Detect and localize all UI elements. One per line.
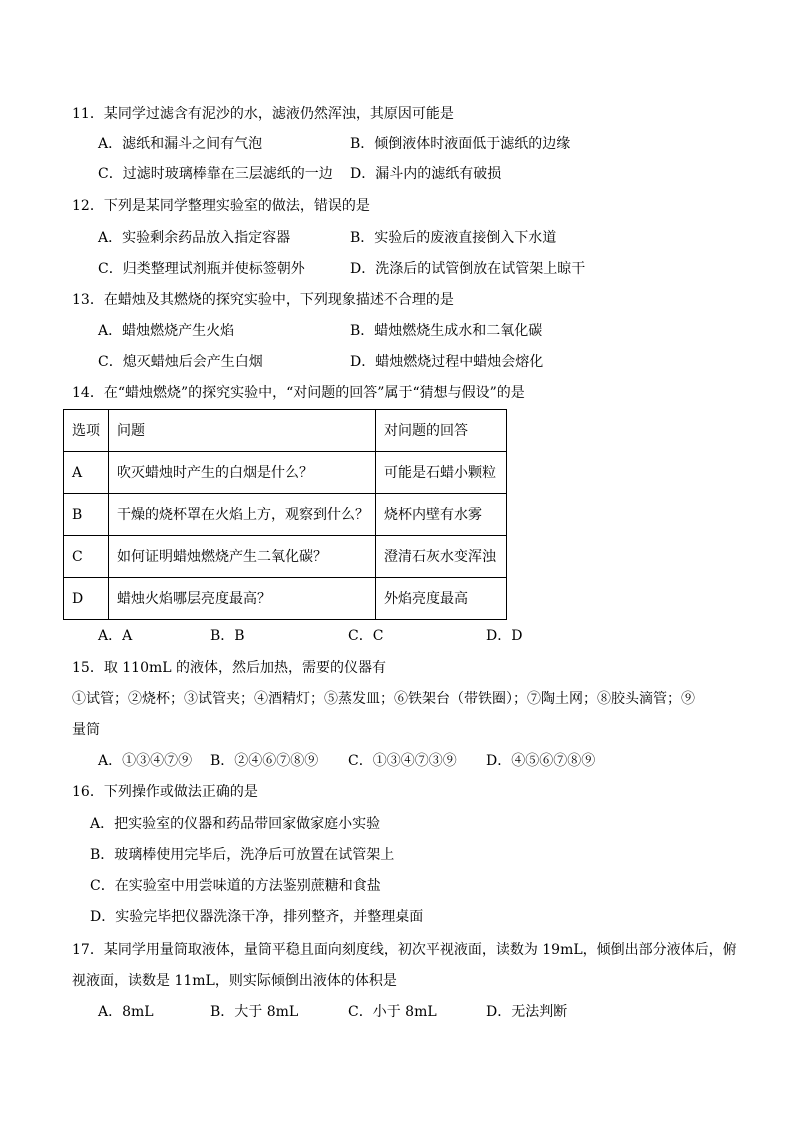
table-cell: 外焰亮度最高 <box>376 578 507 620</box>
q16-option-d: D．实验完毕把仪器洗涤干净，排列整齐，并整理桌面 <box>90 909 424 925</box>
table-cell: C <box>64 536 109 578</box>
table-cell: 烧杯内壁有水雾 <box>376 494 507 536</box>
q13-option-b: B．蜡烛燃烧生成水和二氧化碳 <box>350 323 543 339</box>
q14-stem: 14．在“蜡烛燃烧”的探究实验中，“对问题的回答”属于“猜想与假设”的是 <box>72 385 525 401</box>
q16-stem: 16．下列操作或做法正确的是 <box>72 784 258 800</box>
q15-option-b: B．②④⑥⑦⑧⑨ <box>210 753 319 769</box>
table-row <box>64 494 507 536</box>
q16-option-c: C．在实验室中用尝味道的方法鉴别蔗糖和食盐 <box>90 878 381 894</box>
q15-instrument-list-cont: 量筒 <box>72 722 100 738</box>
q15-option-a: A．①③④⑦⑨ <box>98 753 193 769</box>
q12-option-b: B．实验后的废液直接倒入下水道 <box>350 230 557 246</box>
q11-stem: 11．某同学过滤含有泥沙的水，滤液仍然浑浊，其原因可能是 <box>72 106 454 122</box>
q11-option-c: C．过滤时玻璃棒靠在三层滤纸的一边 <box>98 166 333 182</box>
q13-option-d: D．蜡烛燃烧过程中蜡烛会熔化 <box>350 354 544 370</box>
q12-option-c: C．归类整理试剂瓶并使标签朝外 <box>98 261 305 277</box>
table-header: 问题 <box>109 410 376 452</box>
table-header-row <box>64 410 507 452</box>
q11-option-b: B．倾倒液体时液面低于滤纸的边缘 <box>350 136 571 152</box>
table-cell: 吹灭蜡烛时产生的白烟是什么？ <box>109 452 376 494</box>
table-cell: A <box>64 452 109 494</box>
table-header: 对问题的回答 <box>376 410 507 452</box>
q13-option-a: A．蜡烛燃烧产生火焰 <box>98 323 235 339</box>
q11-option-a: A．滤纸和漏斗之间有气泡 <box>98 136 263 152</box>
table-cell: 如何证明蜡烛燃烧产生二氧化碳？ <box>109 536 376 578</box>
q17-option-b: B．大于 8mL <box>210 1004 299 1020</box>
q17-option-a: A．8mL <box>98 1004 154 1020</box>
q15-instrument-list: ①试管；②烧杯；③试管夹；④酒精灯；⑤蒸发皿；⑥铁架台（带铁圈）；⑦陶土网；⑧胶头滴管；⑨ <box>72 691 695 707</box>
q12-option-d: D．洗涤后的试管倒放在试管架上晾干 <box>350 261 586 277</box>
q14-option-b: B．B <box>210 628 245 644</box>
q12-option-a: A．实验剩余药品放入指定容器 <box>98 230 291 246</box>
q17-stem: 17．某同学用量筒取液体，量筒平稳且面向刻度线，初次平视液面，读数为 19mL，倾倒出部分液体后，俯 <box>72 942 737 958</box>
table-cell: 蜡烛火焰哪层亮度最高？ <box>109 578 376 620</box>
q17-option-d: D．无法判断 <box>486 1004 568 1020</box>
q14-table <box>63 409 507 620</box>
q17-stem-cont: 视液面，读数是 11mL，则实际倾倒出液体的体积是 <box>72 973 397 989</box>
table-row <box>64 452 507 494</box>
q15-option-c: C．①③④⑦③⑨ <box>348 753 457 769</box>
q11-option-d: D．漏斗内的滤纸有破损 <box>350 166 502 182</box>
q17-option-c: C．小于 8mL <box>348 1004 437 1020</box>
table-row <box>64 578 507 620</box>
table-cell: 澄清石灰水变浑浊 <box>376 536 507 578</box>
table-cell: 干燥的烧杯罩在火焰上方，观察到什么？ <box>109 494 376 536</box>
q13-stem: 13．在蜡烛及其燃烧的探究实验中，下列现象描述不合理的是 <box>72 292 454 308</box>
table-cell: B <box>64 494 109 536</box>
q14-option-c: C．C <box>348 628 384 644</box>
q14-option-d: D．D <box>486 628 523 644</box>
table-cell: 可能是石蜡小颗粒 <box>376 452 507 494</box>
q13-option-c: C．熄灭蜡烛后会产生白烟 <box>98 354 263 370</box>
table-cell: D <box>64 578 109 620</box>
q15-option-d: D．④⑤⑥⑦⑧⑨ <box>486 753 596 769</box>
table-row <box>64 536 507 578</box>
q12-stem: 12．下列是某同学整理实验室的做法，错误的是 <box>72 198 370 214</box>
q16-option-a: A．把实验室的仪器和药品带回家做家庭小实验 <box>90 816 381 832</box>
q16-option-b: B．玻璃棒使用完毕后，洗净后可放置在试管架上 <box>90 847 395 863</box>
q15-stem: 15．取 110mL 的液体，然后加热，需要的仪器有 <box>72 660 387 676</box>
table-header: 选项 <box>64 410 109 452</box>
q14-option-a: A．A <box>98 628 133 644</box>
